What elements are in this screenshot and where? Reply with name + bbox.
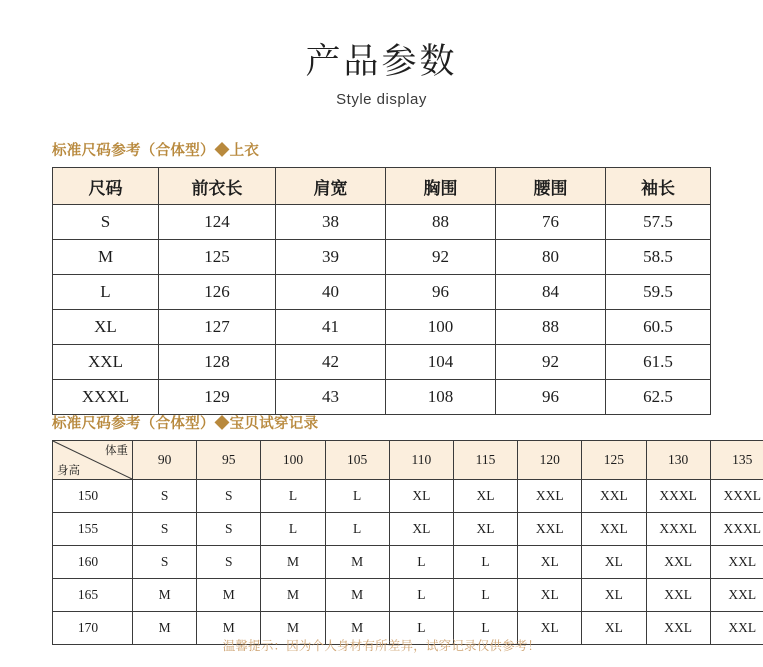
size-cell: L: [453, 579, 517, 612]
size-cell: XXL: [710, 546, 763, 579]
cell-waist: 80: [496, 240, 606, 275]
column-header: 尺码: [53, 168, 159, 205]
size-cell: L: [261, 480, 325, 513]
size-chart-table: [52, 167, 711, 415]
weight-header: 130: [646, 441, 710, 480]
size-cell: XXL: [646, 579, 710, 612]
size-cell: M: [197, 579, 261, 612]
table-row: [53, 240, 711, 275]
footnote-text: 温馨提示：因为个人身材有所差异，试穿记录仅供参考！: [222, 639, 541, 653]
cell-waist: 88: [496, 310, 606, 345]
table-row: [53, 205, 711, 240]
cell-bust: 88: [386, 205, 496, 240]
cell-bust: 92: [386, 240, 496, 275]
height-header: 165: [53, 579, 133, 612]
size-cell: XL: [518, 579, 582, 612]
height-header: 160: [53, 546, 133, 579]
size-chart-body: [53, 205, 711, 415]
cell-waist: 84: [496, 275, 606, 310]
size-cell: XXL: [518, 480, 582, 513]
column-header: 前衣长: [159, 168, 276, 205]
fitting-record-header-row: [53, 441, 763, 480]
cell-size: M: [53, 240, 159, 275]
table-row: [53, 345, 711, 380]
column-header: 袖长: [606, 168, 711, 205]
size-cell: XXL: [646, 612, 710, 645]
table-row: [53, 441, 763, 480]
table-row: [53, 513, 763, 546]
size-cell: L: [389, 546, 453, 579]
cell-shoulder: 38: [276, 205, 386, 240]
size-cell: L: [325, 480, 389, 513]
table-row: [53, 546, 763, 579]
size-chart-header-row: [53, 168, 711, 205]
size-cell: XL: [518, 546, 582, 579]
cell-shoulder: 41: [276, 310, 386, 345]
weight-header: 125: [582, 441, 646, 480]
size-cell: XL: [582, 612, 646, 645]
size-cell: XXL: [582, 513, 646, 546]
size-cell: M: [325, 612, 389, 645]
weight-header: 135: [710, 441, 763, 480]
size-cell: XL: [582, 579, 646, 612]
cell-sleeve: 60.5: [606, 310, 711, 345]
size-cell: XL: [389, 513, 453, 546]
size-cell: XL: [453, 513, 517, 546]
cell-bust: 96: [386, 275, 496, 310]
size-cell: XL: [518, 612, 582, 645]
cell-sleeve: 58.5: [606, 240, 711, 275]
cell-sleeve: 62.5: [606, 380, 711, 415]
weight-header: 95: [197, 441, 261, 480]
cell-length: 129: [159, 380, 276, 415]
cell-length: 128: [159, 345, 276, 380]
cell-shoulder: 42: [276, 345, 386, 380]
section-heading-size-chart: 标准尺码参考（合体型）◆上衣: [52, 143, 260, 159]
cell-sleeve: 61.5: [606, 345, 711, 380]
table-row: [53, 168, 711, 205]
cell-shoulder: 43: [276, 380, 386, 415]
size-cell: XXXL: [710, 480, 763, 513]
weight-header: 115: [453, 441, 517, 480]
cell-shoulder: 40: [276, 275, 386, 310]
cell-size: L: [53, 275, 159, 310]
size-cell: XXL: [646, 546, 710, 579]
fitting-record-table: [52, 440, 763, 645]
weight-header: 90: [133, 441, 197, 480]
size-cell: L: [389, 579, 453, 612]
weight-header: 105: [325, 441, 389, 480]
cell-size: XL: [53, 310, 159, 345]
size-chart-table-wrapper: [52, 167, 711, 415]
size-cell: M: [261, 546, 325, 579]
size-cell: M: [133, 612, 197, 645]
cell-bust: 108: [386, 380, 496, 415]
page-header: [0, 0, 763, 108]
size-cell: S: [197, 513, 261, 546]
size-cell: M: [325, 546, 389, 579]
cell-size: XXL: [53, 345, 159, 380]
cell-sleeve: 59.5: [606, 275, 711, 310]
corner-weight-label: 体重: [105, 445, 128, 457]
size-cell: M: [261, 579, 325, 612]
cell-waist: 76: [496, 205, 606, 240]
fitting-record-body: [53, 480, 763, 645]
cell-length: 125: [159, 240, 276, 275]
size-cell: XXXL: [710, 513, 763, 546]
corner-height-label: 身高: [57, 465, 80, 477]
weight-header: 110: [389, 441, 453, 480]
size-cell: L: [261, 513, 325, 546]
height-header: 170: [53, 612, 133, 645]
size-cell: XL: [582, 546, 646, 579]
cell-size: XXXL: [53, 380, 159, 415]
size-cell: XXL: [710, 612, 763, 645]
column-header: 肩宽: [276, 168, 386, 205]
size-cell: S: [197, 546, 261, 579]
size-cell: M: [261, 612, 325, 645]
size-cell: M: [197, 612, 261, 645]
cell-length: 126: [159, 275, 276, 310]
fitting-record-table-wrapper: [52, 440, 763, 645]
cell-size: S: [53, 205, 159, 240]
size-cell: L: [453, 546, 517, 579]
cell-bust: 104: [386, 345, 496, 380]
page-subtitle: Style display: [336, 91, 427, 109]
size-cell: L: [389, 612, 453, 645]
cell-length: 127: [159, 310, 276, 345]
size-cell: XXXL: [646, 513, 710, 546]
size-cell: XXXL: [646, 480, 710, 513]
table-row: [53, 579, 763, 612]
table-row: [53, 480, 763, 513]
cell-bust: 100: [386, 310, 496, 345]
size-cell: S: [133, 546, 197, 579]
table-row: [53, 310, 711, 345]
cell-sleeve: 57.5: [606, 205, 711, 240]
table-row: [53, 380, 711, 415]
cell-shoulder: 39: [276, 240, 386, 275]
size-cell: L: [325, 513, 389, 546]
size-cell: M: [133, 579, 197, 612]
size-cell: M: [325, 579, 389, 612]
size-cell: XXL: [518, 513, 582, 546]
height-header: 150: [53, 480, 133, 513]
size-cell: XXL: [582, 480, 646, 513]
column-header: 腰围: [496, 168, 606, 205]
height-header: 155: [53, 513, 133, 546]
cell-waist: 92: [496, 345, 606, 380]
weight-header: 100: [261, 441, 325, 480]
size-cell: XL: [453, 480, 517, 513]
corner-header-cell: [53, 441, 133, 480]
table-row: [53, 275, 711, 310]
size-cell: S: [197, 480, 261, 513]
size-cell: S: [133, 480, 197, 513]
size-cell: S: [133, 513, 197, 546]
size-cell: L: [453, 612, 517, 645]
weight-header: 120: [518, 441, 582, 480]
size-cell: XXL: [710, 579, 763, 612]
size-cell: XL: [389, 480, 453, 513]
column-header: 胸围: [386, 168, 496, 205]
cell-length: 124: [159, 205, 276, 240]
section-heading-fitting-record: 标准尺码参考（合体型）◆宝贝试穿记录: [52, 416, 319, 432]
page-title: 产品参数: [305, 42, 458, 81]
cell-waist: 96: [496, 380, 606, 415]
